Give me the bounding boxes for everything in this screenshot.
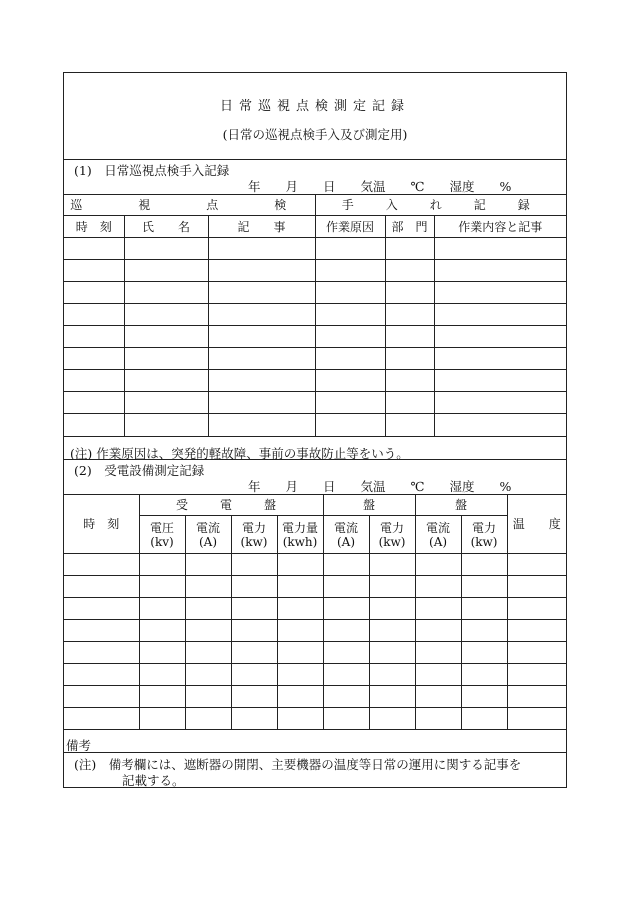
table-row (64, 686, 566, 708)
blank-cell[interactable] (208, 370, 315, 392)
blank-cell[interactable] (323, 620, 369, 642)
blank-cell[interactable] (507, 664, 566, 686)
blank-cell[interactable] (461, 576, 507, 598)
blank-cell[interactable] (434, 392, 566, 414)
blank-cell[interactable] (434, 370, 566, 392)
blank-cell[interactable] (385, 392, 434, 414)
col-dept-header: 部 門 (385, 216, 434, 238)
blank-cell[interactable] (277, 620, 323, 642)
blank-cell[interactable] (231, 620, 277, 642)
blank-cell[interactable] (415, 576, 461, 598)
blank-cell[interactable] (369, 642, 415, 664)
blank-cell[interactable] (369, 708, 415, 730)
blank-cell[interactable] (64, 414, 124, 437)
current-header: 電流 (A) (323, 516, 369, 554)
blank-cell[interactable] (323, 664, 369, 686)
blank-cell[interactable] (64, 304, 124, 326)
blank-cell[interactable] (461, 664, 507, 686)
table-row (64, 282, 566, 304)
blank-cell[interactable] (385, 370, 434, 392)
time-header: 時 刻 (64, 495, 139, 554)
blank-cell[interactable] (415, 598, 461, 620)
blank-cell[interactable] (385, 348, 434, 370)
blank-cell[interactable] (139, 664, 185, 686)
blank-cell[interactable] (277, 708, 323, 730)
blank-cell[interactable] (507, 708, 566, 730)
blank-cell[interactable] (385, 304, 434, 326)
blank-cell[interactable] (231, 664, 277, 686)
blank-cell[interactable] (231, 686, 277, 708)
blank-cell[interactable] (507, 554, 566, 576)
blank-cell[interactable] (231, 598, 277, 620)
blank-cell[interactable] (434, 238, 566, 260)
blank-cell[interactable] (507, 642, 566, 664)
blank-cell[interactable] (277, 686, 323, 708)
divider (64, 459, 566, 460)
blank-cell[interactable] (415, 686, 461, 708)
section2-heading: (2) 受電設備測定記録 (74, 463, 205, 478)
blank-cell[interactable] (185, 686, 231, 708)
blank-cell[interactable] (369, 576, 415, 598)
blank-cell[interactable] (277, 598, 323, 620)
blank-cell[interactable] (323, 642, 369, 664)
blank-cell[interactable] (208, 304, 315, 326)
blank-cell[interactable] (185, 598, 231, 620)
blank-cell[interactable] (369, 664, 415, 686)
table-row (64, 392, 566, 414)
blank-cell[interactable] (315, 326, 385, 348)
blank-cell[interactable] (124, 282, 208, 304)
power-header: 電力 (kw) (461, 516, 507, 554)
section1-note: (注) 作業原因は、突発的軽故障、事前の事故防止等をいう。 (70, 446, 409, 461)
remarks-label: 備考 (66, 738, 92, 753)
blank-cell[interactable] (277, 576, 323, 598)
panel-3-header: 盤 (415, 495, 507, 516)
blank-cell[interactable] (124, 348, 208, 370)
blank-cell[interactable] (315, 370, 385, 392)
blank-cell[interactable] (231, 708, 277, 730)
form-title: 日常巡視点検測定記録 (219, 99, 410, 114)
blank-cell[interactable] (124, 392, 208, 414)
current-header: 電流 (A) (415, 516, 461, 554)
inspection-table (64, 194, 566, 437)
table-row (64, 326, 566, 348)
blank-cell[interactable] (185, 554, 231, 576)
blank-cell[interactable] (323, 598, 369, 620)
group-maintenance-header: 手 入 れ 記 録 (315, 195, 566, 216)
blank-cell[interactable] (64, 708, 139, 730)
blank-cell[interactable] (64, 370, 124, 392)
blank-cell[interactable] (64, 554, 139, 576)
blank-cell[interactable] (461, 554, 507, 576)
group-inspection-header: 巡 視 点 検 (64, 195, 315, 216)
blank-cell[interactable] (369, 554, 415, 576)
blank-cell[interactable] (507, 686, 566, 708)
blank-cell[interactable] (385, 282, 434, 304)
table-row (64, 304, 566, 326)
blank-cell[interactable] (124, 370, 208, 392)
col-name-header: 氏 名 (124, 216, 208, 238)
col-work-header: 作業内容と記事 (434, 216, 566, 238)
blank-cell[interactable] (277, 642, 323, 664)
blank-cell[interactable] (315, 392, 385, 414)
blank-cell[interactable] (434, 326, 566, 348)
table-row (64, 554, 566, 576)
blank-cell[interactable] (64, 576, 139, 598)
blank-cell[interactable] (315, 348, 385, 370)
blank-cell[interactable] (277, 664, 323, 686)
blank-cell[interactable] (385, 326, 434, 348)
record-form (63, 72, 567, 788)
current-header: 電流 (A) (185, 516, 231, 554)
remarks-note-line2: 記載する。 (122, 773, 185, 788)
table-row (64, 576, 566, 598)
blank-cell[interactable] (323, 576, 369, 598)
blank-cell[interactable] (185, 642, 231, 664)
blank-cell[interactable] (461, 642, 507, 664)
table-row (64, 598, 566, 620)
blank-cell[interactable] (64, 326, 124, 348)
blank-cell[interactable] (208, 392, 315, 414)
blank-cell[interactable] (461, 708, 507, 730)
blank-cell[interactable] (434, 348, 566, 370)
blank-cell[interactable] (415, 620, 461, 642)
blank-cell[interactable] (139, 708, 185, 730)
blank-cell[interactable] (315, 282, 385, 304)
blank-cell[interactable] (64, 392, 124, 414)
blank-cell[interactable] (208, 238, 315, 260)
power-header: 電力 (kw) (231, 516, 277, 554)
col-cause-header: 作業原因 (315, 216, 385, 238)
blank-cell[interactable] (415, 554, 461, 576)
table-row (64, 642, 566, 664)
blank-cell[interactable] (64, 260, 124, 282)
blank-cell[interactable] (124, 304, 208, 326)
form-subtitle: (日常の巡視点検手入及び測定用) (222, 127, 408, 142)
receiving-panel-header: 受 電 盤 (139, 495, 323, 516)
blank-cell[interactable] (461, 620, 507, 642)
blank-cell[interactable] (461, 598, 507, 620)
blank-cell[interactable] (369, 598, 415, 620)
table-row (64, 708, 566, 730)
blank-cell[interactable] (139, 642, 185, 664)
blank-cell[interactable] (124, 238, 208, 260)
blank-cell[interactable] (208, 326, 315, 348)
blank-cell[interactable] (434, 304, 566, 326)
blank-cell[interactable] (208, 282, 315, 304)
voltage-header: 電圧 (kv) (139, 516, 185, 554)
blank-cell[interactable] (385, 260, 434, 282)
blank-cell[interactable] (139, 554, 185, 576)
blank-cell[interactable] (323, 554, 369, 576)
panel-2-header: 盤 (323, 495, 415, 516)
energy-header: 電力量 (kwh) (277, 516, 323, 554)
blank-cell[interactable] (315, 260, 385, 282)
blank-cell[interactable] (315, 304, 385, 326)
blank-cell[interactable] (434, 260, 566, 282)
blank-cell[interactable] (507, 620, 566, 642)
table-row (64, 348, 566, 370)
blank-cell[interactable] (315, 414, 385, 437)
blank-cell[interactable] (124, 414, 208, 437)
table-row (64, 260, 566, 282)
blank-cell[interactable] (277, 554, 323, 576)
section2-date-line: 年 月 日 気温 ℃ 湿度 % (248, 479, 512, 494)
blank-cell[interactable] (385, 414, 434, 437)
blank-cell[interactable] (461, 686, 507, 708)
blank-cell[interactable] (64, 664, 139, 686)
blank-cell[interactable] (185, 708, 231, 730)
blank-cell[interactable] (124, 260, 208, 282)
table-row (64, 664, 566, 686)
blank-cell[interactable] (507, 598, 566, 620)
blank-cell[interactable] (434, 282, 566, 304)
blank-cell[interactable] (64, 686, 139, 708)
blank-cell[interactable] (185, 620, 231, 642)
blank-cell[interactable] (208, 260, 315, 282)
power-header: 電力 (kw) (369, 516, 415, 554)
col-time-header: 時 刻 (64, 216, 124, 238)
blank-cell[interactable] (124, 326, 208, 348)
blank-cell[interactable] (369, 620, 415, 642)
blank-cell[interactable] (139, 576, 185, 598)
blank-cell[interactable] (208, 414, 315, 437)
blank-cell[interactable] (231, 554, 277, 576)
temperature-header: 温 度 (507, 495, 566, 554)
blank-cell[interactable] (139, 686, 185, 708)
blank-cell[interactable] (415, 642, 461, 664)
blank-cell[interactable] (231, 576, 277, 598)
section1-date-line: 年 月 日 気温 ℃ 湿度 % (248, 179, 512, 194)
blank-cell[interactable] (64, 642, 139, 664)
table-row (64, 414, 566, 437)
measurement-table (64, 494, 566, 730)
table-row (64, 620, 566, 642)
blank-cell[interactable] (208, 348, 315, 370)
blank-cell[interactable] (185, 664, 231, 686)
table-row (64, 370, 566, 392)
blank-cell[interactable] (369, 686, 415, 708)
blank-cell[interactable] (185, 576, 231, 598)
divider (64, 752, 566, 753)
remarks-note-line1: (注) 備考欄には、遮断器の開閉、主要機器の温度等日常の運用に関する記事を (74, 757, 522, 772)
blank-cell[interactable] (64, 598, 139, 620)
blank-cell[interactable] (139, 598, 185, 620)
blank-cell[interactable] (434, 414, 566, 437)
blank-cell[interactable] (64, 238, 124, 260)
blank-cell[interactable] (323, 708, 369, 730)
blank-cell[interactable] (415, 664, 461, 686)
blank-cell[interactable] (507, 576, 566, 598)
table-row (64, 238, 566, 260)
blank-cell[interactable] (64, 282, 124, 304)
blank-cell[interactable] (64, 620, 139, 642)
divider (64, 159, 566, 160)
blank-cell[interactable] (315, 238, 385, 260)
col-notes-header: 記 事 (208, 216, 315, 238)
blank-cell[interactable] (139, 620, 185, 642)
blank-cell[interactable] (385, 238, 434, 260)
blank-cell[interactable] (64, 348, 124, 370)
blank-cell[interactable] (415, 708, 461, 730)
blank-cell[interactable] (323, 686, 369, 708)
section1-heading: (1) 日常巡視点検手入記録 (74, 163, 230, 178)
blank-cell[interactable] (231, 642, 277, 664)
